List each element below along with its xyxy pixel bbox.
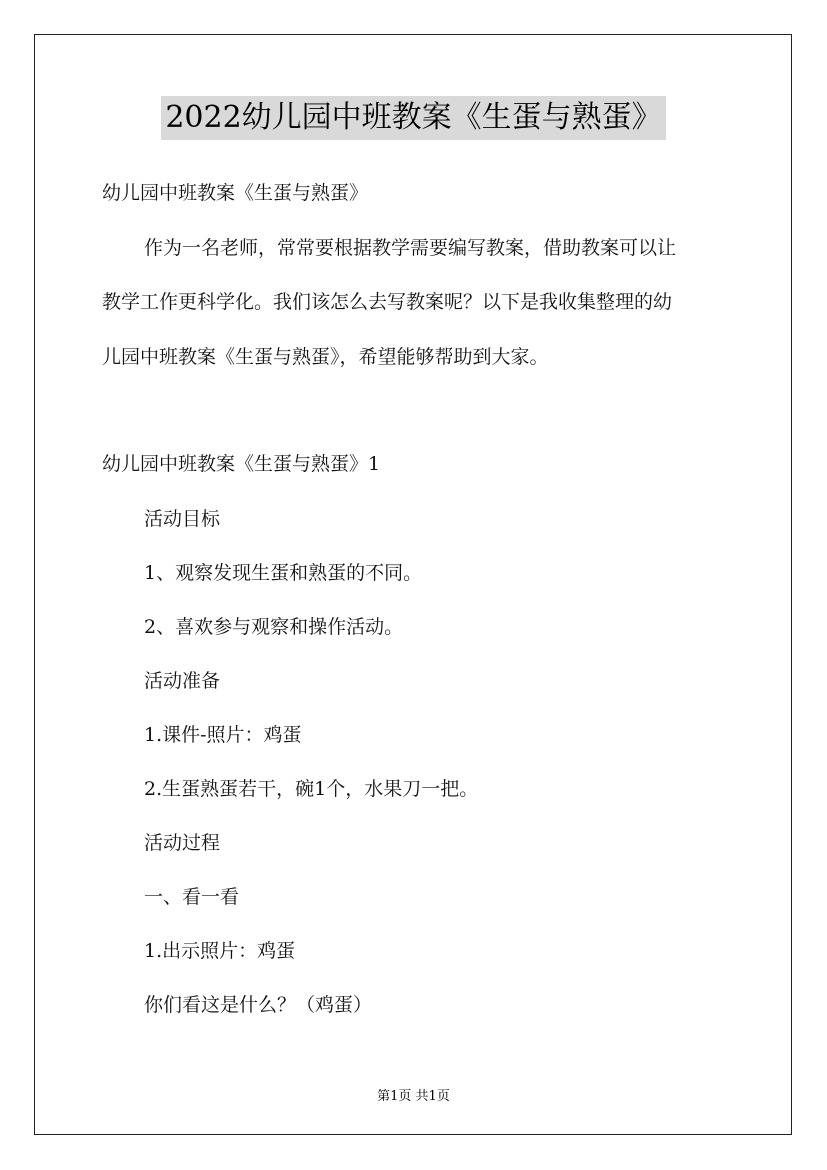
title-container xyxy=(0,96,827,140)
list-item: 2.生蛋熟蛋若干，碗1个，水果刀一把。 xyxy=(144,778,479,800)
section-label-process: 活动过程 xyxy=(144,832,221,854)
list-item: 2、喜欢参与观察和操作活动。 xyxy=(144,616,404,638)
document-subtitle: 幼儿园中班教案《生蛋与熟蛋》 xyxy=(102,182,369,204)
document-title: 2022幼儿园中班教案《生蛋与熟蛋》 xyxy=(161,96,665,140)
section-heading: 幼儿园中班教案《生蛋与熟蛋》1 xyxy=(102,453,381,475)
section-label-goals: 活动目标 xyxy=(144,508,221,530)
step-heading: 一、看一看 xyxy=(144,886,240,908)
intro-line-3: 儿园中班教案《生蛋与熟蛋》，希望能够帮助到大家。 xyxy=(102,346,549,368)
intro-line-2: 教学工作更科学化。我们该怎么去写教案呢？以下是我收集整理的幼 xyxy=(102,291,673,313)
list-item: 1.课件-照片：鸡蛋 xyxy=(144,724,302,746)
page-footer: 第1页 共1页 xyxy=(377,1089,450,1104)
paragraph-line: 你们看这是什么？（鸡蛋） xyxy=(144,994,373,1016)
intro-line-1: 作为一名老师，常常要根据教学需要编写教案，借助教案可以让 xyxy=(144,237,677,259)
list-item: 1、观察发现生蛋和熟蛋的不同。 xyxy=(144,562,423,584)
list-item: 1.出示照片：鸡蛋 xyxy=(144,940,296,962)
section-label-preparation: 活动准备 xyxy=(144,670,221,692)
